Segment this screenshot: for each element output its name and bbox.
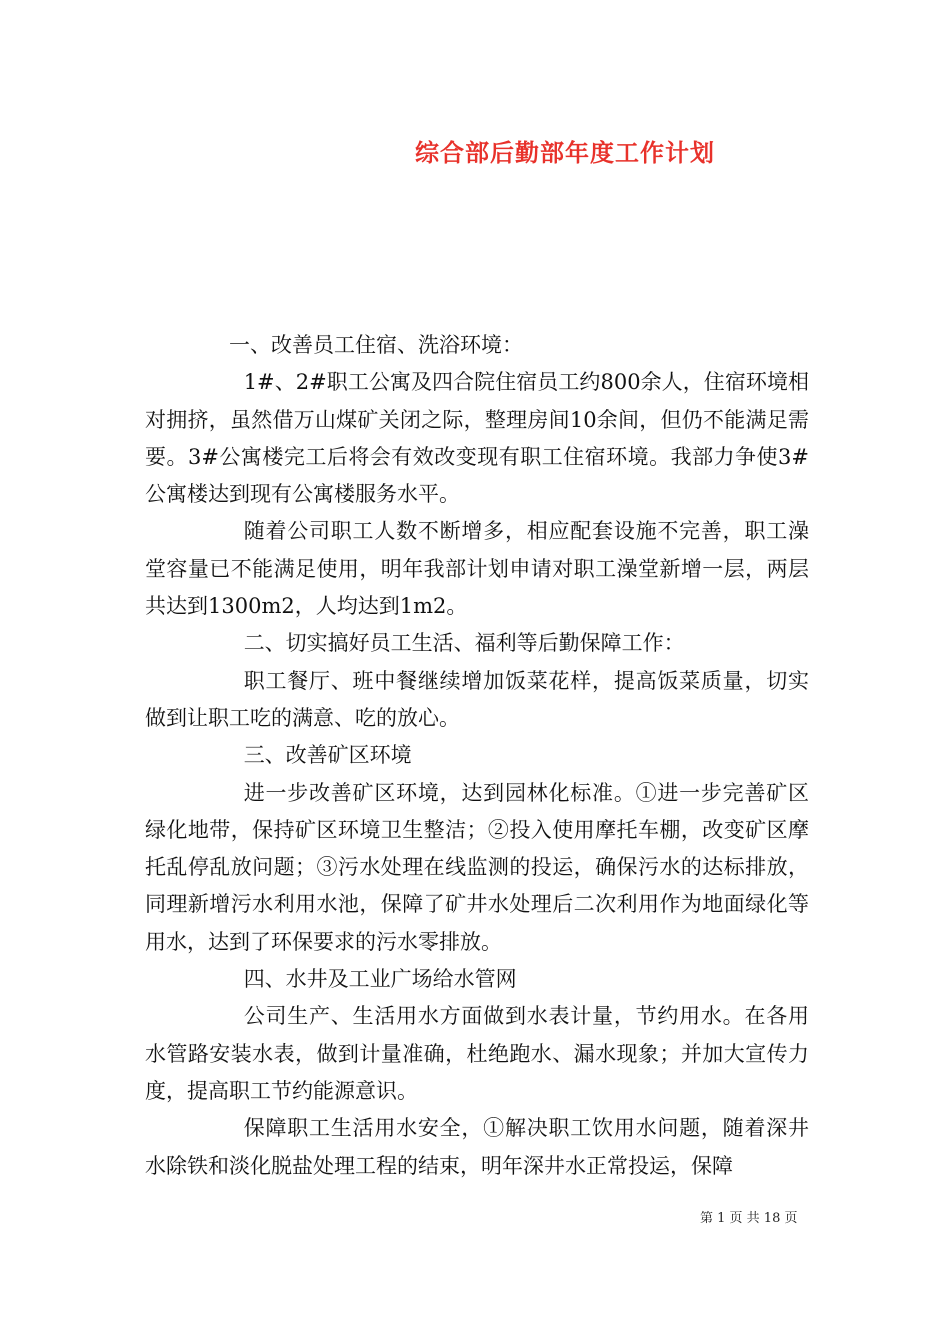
paragraph: 公司生产、生活用水方面做到水表计量，节约用水。在各用水管路安装水表，做到计量准确，杜绝跑水、漏水现象；并加大宣传力度，提高职工节约能源意识。 (145, 1004, 809, 1103)
paragraph: 随着公司职工人数不断增多，相应配套设施不完善，职工澡堂容量已不能满足使用，明年我部计划申请对职工澡堂新增一层，两层共达到1300m2，人均达到1m2。 (145, 519, 809, 619)
document-body (145, 327, 809, 1185)
paragraph: 职工餐厅、班中餐继续增加饭菜花样，提高饭菜质量，切实做到让职工吃的满意、吃的放心。 (145, 668, 809, 730)
paragraph: 保障职工生活用水安全，①解决职工饮用水问题，随着深井水除铁和淡化脱盐处理工程的结束，明年深井水正常投运，保障 (145, 1116, 809, 1178)
document-title: 综合部后勤部年度工作计划 (415, 138, 715, 167)
paragraph: 进一步改善矿区环境，达到园林化标准。①进一步完善矿区绿化地带，保持矿区环境卫生整洁；②投入使用摩托车棚，改变矿区摩托乱停乱放问题；③污水处理在线监测的投运，确保污水的达标排放，同理新增污水利用水池，保障了矿井水处理后二次利用作为地面绿化等用水，达到了环保要求的污水零排放。 (145, 780, 809, 954)
section-heading-2: 二、切实搞好员工生活、福利等后勤保障工作： (243, 631, 685, 656)
section-heading-4: 四、水井及工业广场给水管网 (243, 967, 517, 992)
section-heading-3: 三、改善矿区环境 (243, 743, 412, 768)
paragraph: 1#、2#职工公寓及四合院住宿员工约800余人，住宿环境相对拥挤，虽然借万山煤矿关闭之际，整理房间10余间，但仍不能满足需要。3#公寓楼完工后将会有效改变现有职工住宿环境。我部力争使3#公寓楼达到现有公寓楼服务水平。 (145, 370, 809, 507)
section-heading-1: 一、改善员工住宿、洗浴环境： (229, 333, 523, 357)
page-number: 第 1 页 共 18 页 (700, 1211, 798, 1226)
